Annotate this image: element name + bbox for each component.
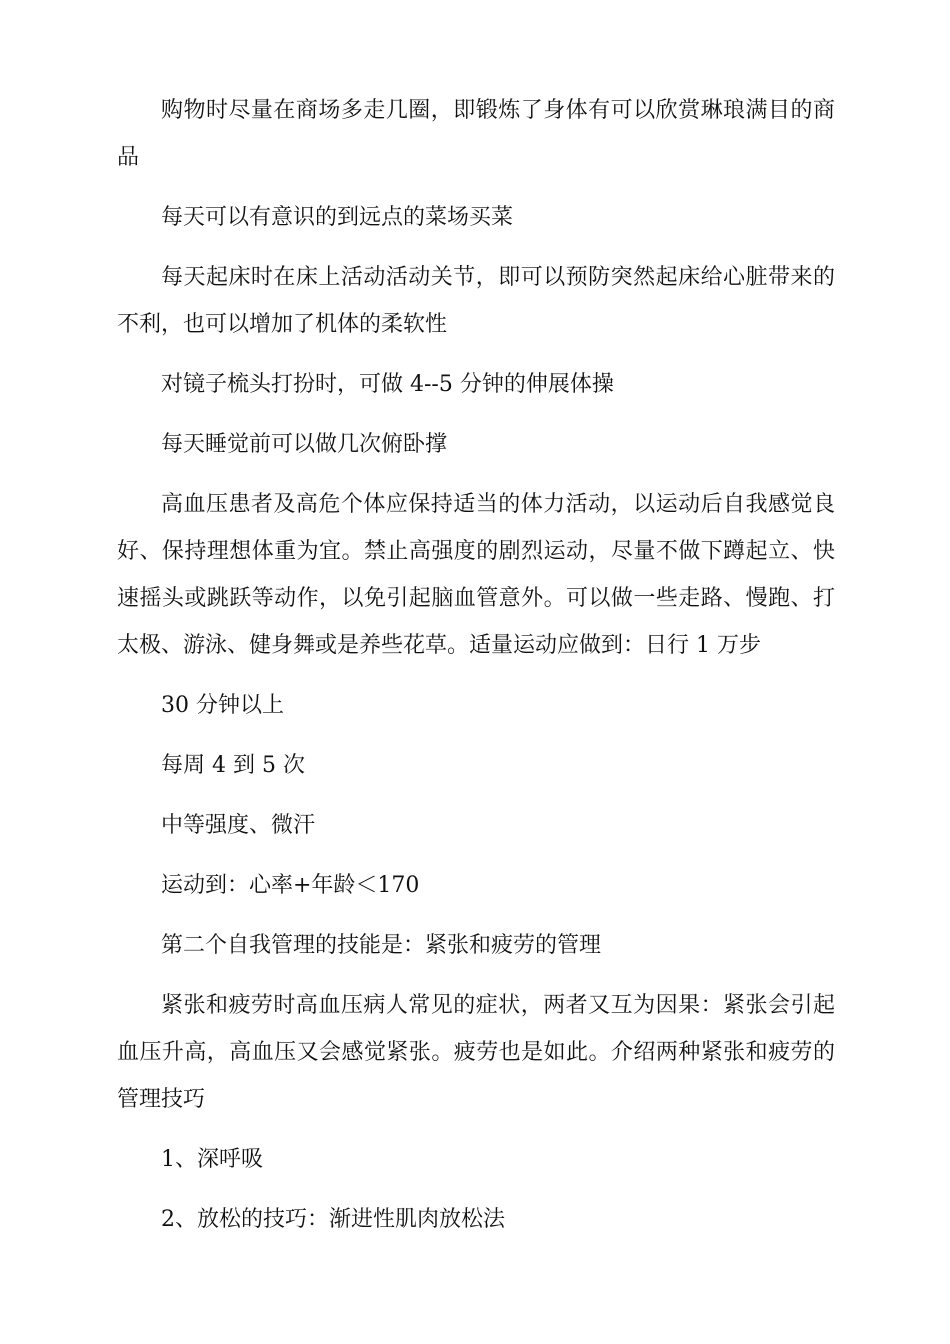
paragraph-shopping-walk: 购物时尽量在商场多走几圈，即锻炼了身体有可以欣赏琳琅满目的商品 (117, 98, 835, 170)
paragraph-market-walk: 每天可以有意识的到远点的菜场买菜 (161, 205, 514, 230)
paragraph-frequency: 每周 4 到 5 次 (161, 753, 305, 778)
paragraph-heart-rate: 运动到：心率+年龄＜170 (161, 873, 420, 898)
paragraph-activity-guidance: 高血压患者及高危个体应保持适当的体力活动，以运动后自我感觉良好、保持理想体重为宜。禁止高强度的剧烈运动，尽量不做下蹲起立、快速摇头或跳跃等动作，以免引起脑血管意外。可以做一些走路、慢跑、打太极、游泳、健身舞或是养些花草。适量运动应做到：日行 1 万步 (117, 492, 835, 658)
paragraph-relaxation: 2、放松的技巧：渐进性肌肉放松法 (161, 1207, 505, 1232)
document-body (117, 87, 835, 1256)
paragraph-intensity: 中等强度、微汗 (161, 813, 316, 838)
paragraph-mirror-stretch: 对镜子梳头打扮时，可做 4--5 分钟的伸展体操 (161, 372, 614, 397)
paragraph-morning-joints: 每天起床时在床上活动活动关节，即可以预防突然起床给心脏带来的不利，也可以增加了机体的柔软性 (117, 265, 835, 337)
paragraph-duration: 30 分钟以上 (161, 693, 284, 718)
paragraph-pushups: 每天睡觉前可以做几次俯卧撑 (161, 432, 448, 457)
paragraph-second-skill: 第二个自我管理的技能是：紧张和疲劳的管理 (161, 933, 602, 958)
paragraph-stress-fatigue: 紧张和疲劳时高血压病人常见的症状，两者又互为因果：紧张会引起血压升高，高血压又会感觉紧张。疲劳也是如此。介绍两种紧张和疲劳的管理技巧 (117, 993, 835, 1112)
paragraph-deep-breathing: 1、深呼吸 (161, 1147, 263, 1172)
